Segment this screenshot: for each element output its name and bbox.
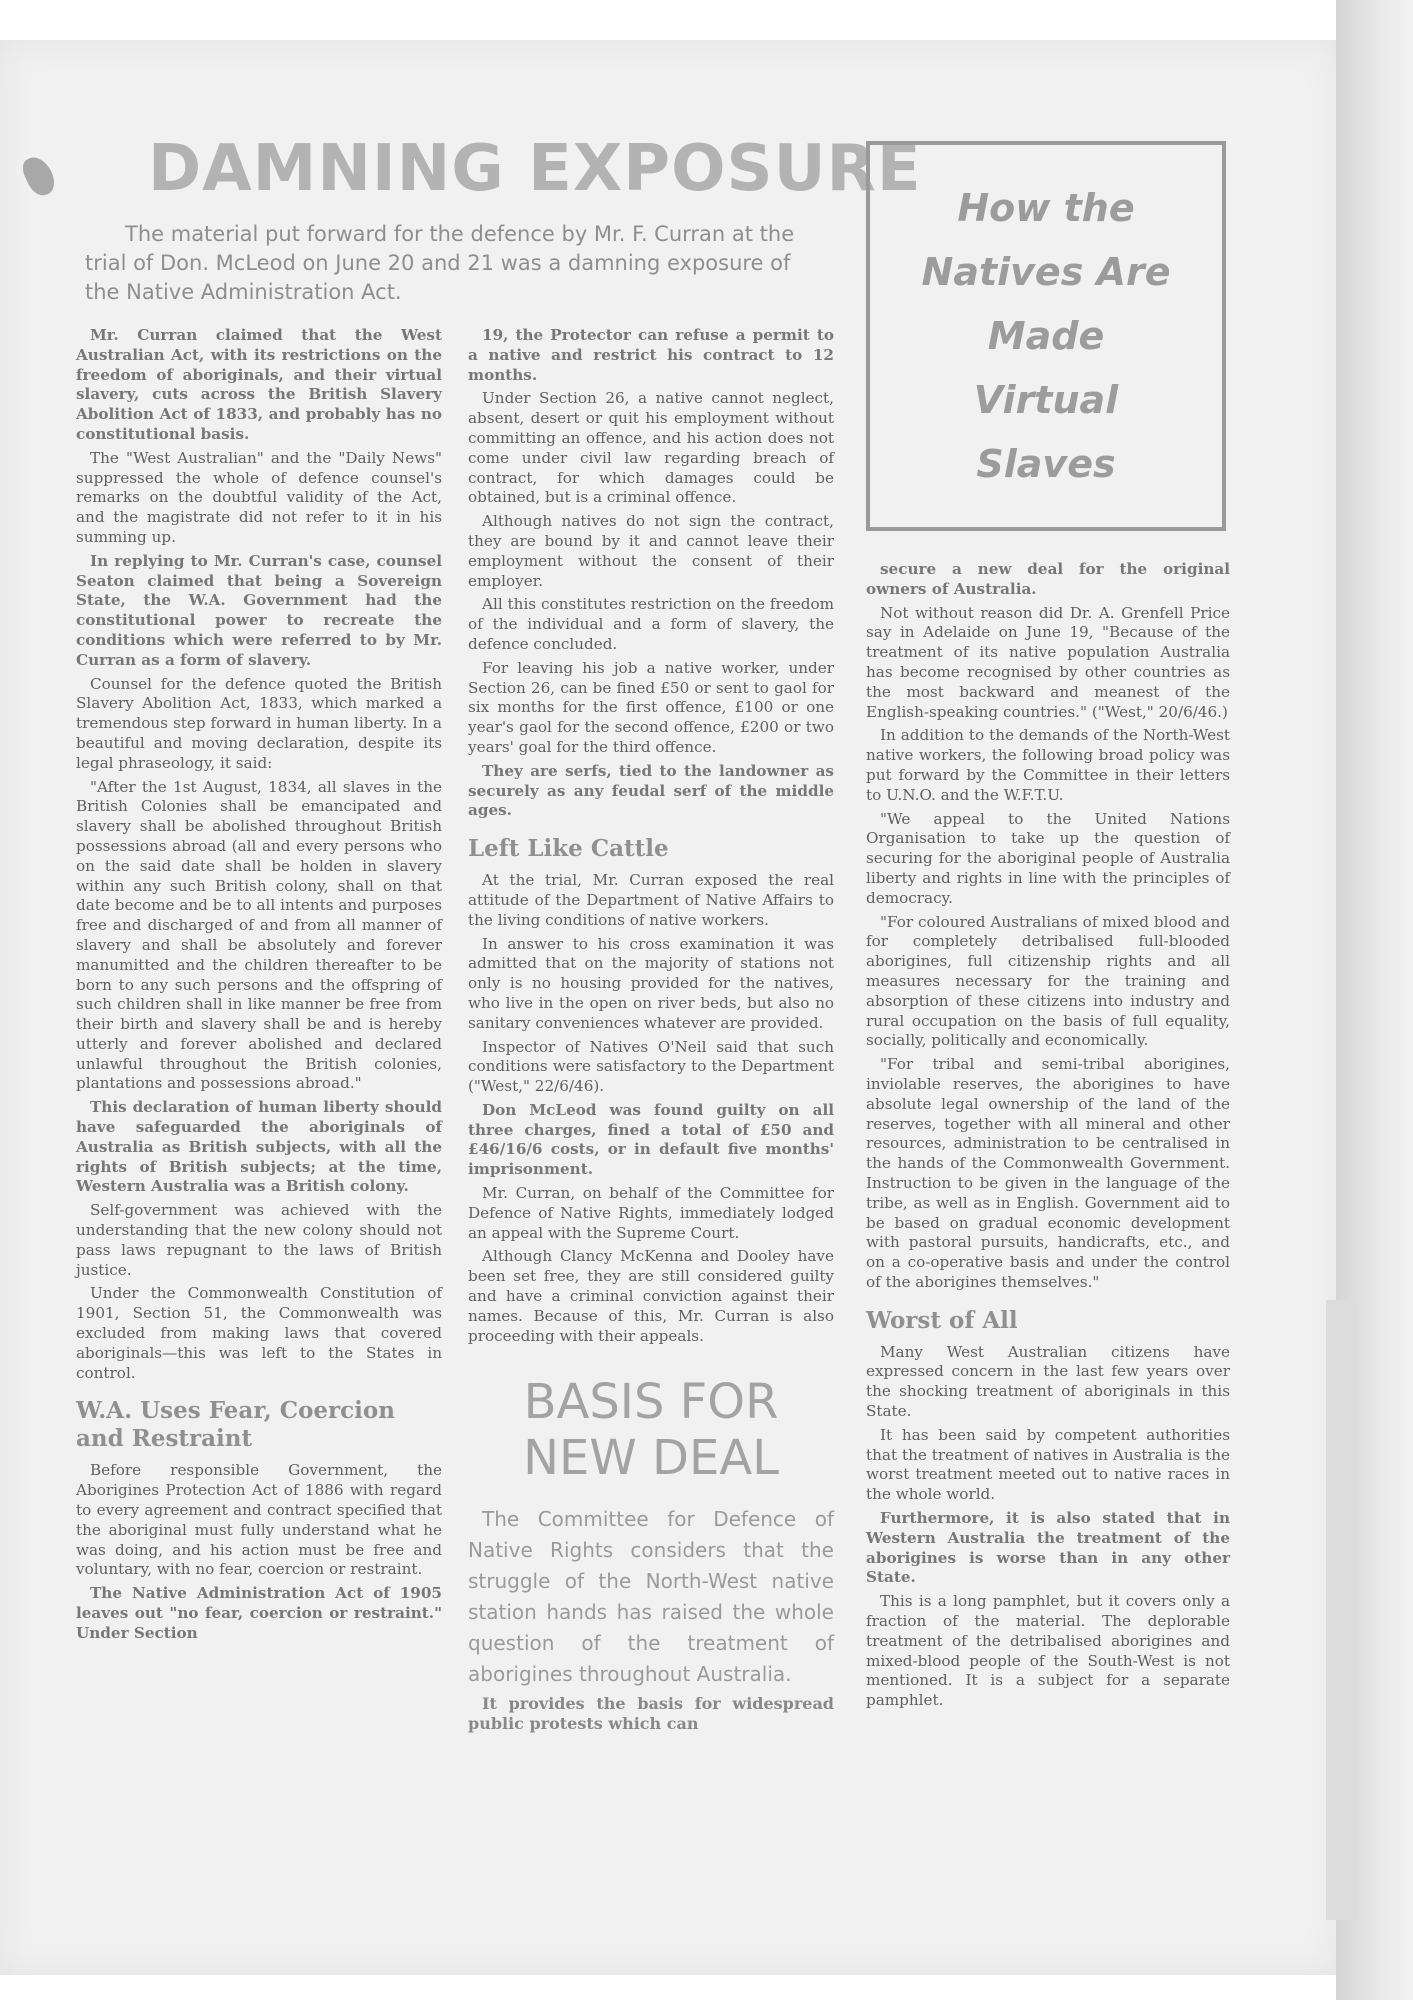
page-edge-flap	[1326, 1300, 1356, 1920]
subheading: W.A. Uses Fear, Coercion and Restraint	[76, 1397, 395, 1453]
paragraph: "For tribal and semi-tribal aborigines, inviolable reserves, the aborigines to have absolute legal ownership of the land of the reserves, together with all mineral and other resources, administration to be centralised in the hands of the Commonwealth Government. Instruction to be given in the language of the tribe, as well as in English. Government aid to be based on gradual economic development with pastoral pursuits, handicrafts, etc., and on a co-operative basis and under the control of the aborigines themselves."	[866, 1055, 1230, 1291]
boxed-headline	[866, 141, 1226, 531]
paragraph: Counsel for the defence quoted the British Slavery Abolition Act, 1833, which marked a tremendous step forward in human liberty. In a beautiful and moving declaration, despite its legal phraseology, it said:	[76, 674, 442, 772]
paragraph: "For coloured Australians of mixed blood and for completely detribalised full-blooded aborigines, full citizenship rights and all measures necessary for the training and absorption of these citizens into industry and rural occupation on the basis of full equality, socially, politically and economically.	[866, 912, 1230, 1050]
headline: DAMNING EXPOSURE	[148, 132, 922, 206]
paragraph: Many West Australian citizens have expressed concern in the last few years over the shocking treatment of aboriginals in this State.	[866, 1342, 1230, 1421]
paragraph: 19, the Protector can refuse a permit to a native and restrict his contract to 12 months.	[468, 326, 834, 384]
paragraph: Mr. Curran, on behalf of the Committee for Defence of Native Rights, immediately lodged an appeal with the Supreme Court.	[468, 1184, 834, 1242]
box-headline-text: How the Natives Are Made Virtual Slaves	[921, 186, 1171, 486]
paragraph: Before responsible Government, the Aborigines Protection Act of 1886 with regard to every agreement and contract specified that the aboriginal must fully understand what he was doing, and his action must be free and voluntary, with no fear, coercion or restraint.	[76, 1461, 442, 1579]
paragraph: Don McLeod was found guilty on all three charges, fined a total of £50 and £46/16/6 costs, or in default five months' imprisonment.	[468, 1100, 834, 1179]
paragraph: In answer to his cross examination it was admitted that on the majority of stations not only is no housing provided for the natives, who live in the open on river beds, but also no sanitary conveniences whatever are provided.	[468, 934, 834, 1032]
paragraph: Although natives do not sign the contract, they are bound by it and cannot leave their employment without the consent of their employer.	[468, 512, 834, 590]
paragraph: Mr. Curran claimed that the West Australian Act, with its restrictions on the freedom of aboriginals, and their virtual slavery, cuts across the British Slavery Abolition Act of 1833, and probably has no constitutional basis.	[76, 326, 442, 443]
paragraph: "After the 1st August, 1834, all slaves in the British Colonies shall be emancipated and slavery shall be abolished throughout British possessions abroad (all and every persons who on the said date shall be holden in slavery within any such British colony, shall on that date become and be to all intents and purposes free and discharged of and from all manner of slavery and shall be absolutely and forever manumitted and the children thereafter to be born to any such persons and the offspring of such children shall in like manner be free from their birth and slavery shall be and is hereby utterly and forever abolished and declared unlawful throughout the British colonies, plantations and possessions abroad."	[76, 777, 442, 1093]
paragraph: The Native Administration Act of 1905 leaves out "no fear, coercion or restraint." Under Section	[76, 1584, 442, 1642]
paragraph: It has been said by competent authorities that the treatment of natives in Australia is the worst treatment meeted out to native races in the whole world.	[866, 1425, 1230, 1504]
paragraph: "We appeal to the United Nations Organisation to take up the question of securing for the aboriginal people of Australia liberty and rights in line with the principles of democracy.	[866, 809, 1230, 907]
paragraph: All this constitutes restriction on the freedom of the individual and a form of slavery, the defence concluded.	[468, 595, 834, 653]
paragraph: They are serfs, tied to the landowner as securely as any feudal serf of the middle ages.	[468, 761, 834, 820]
column-2	[468, 326, 834, 1738]
paragraph: This is a long pamphlet, but it covers only a fraction of the material. The deplorable treatment of the detribalised aborigines and mixed-blood people of the South-West is not mentioned. It is a subject for a separate pamphlet.	[866, 1592, 1230, 1710]
paragraph: At the trial, Mr. Curran exposed the real attitude of the Department of Native Affairs to the living conditions of native workers.	[468, 871, 834, 929]
paragraph: The "West Australian" and the "Daily News" suppressed the whole of defence counsel's remarks on the doubtful validity of the Act, and the magistrate did not refer to it in his summing up.	[76, 448, 442, 546]
paragraph: Not without reason did Dr. A. Grenfell Price say in Adelaide on June 19, "Because of the treatment of its native population Australia has become recognised by other countries as the most backward and meanest of the English-speaking countries." ("West," 20/6/46.)	[866, 603, 1230, 721]
paragraph: Under the Commonwealth Constitution of 1901, Section 51, the Commonwealth was excluded from making laws that covered aboriginals—this was left to the States in control.	[76, 1284, 442, 1382]
paragraph: Although Clancy McKenna and Dooley have been set free, they are still considered guilty and have a criminal conviction against their names. Because of this, Mr. Curran is also proceeding with their appeals.	[468, 1247, 834, 1345]
subheading: Worst of All	[866, 1306, 1018, 1334]
paragraph: secure a new deal for the original owners of Australia.	[866, 560, 1230, 598]
basis-bold-paragraph: It provides the basis for widespread public protests which can	[468, 1694, 834, 1734]
paragraph: Under Section 26, a native cannot neglect, absent, desert or quit his employment without committing an offence, and his action does not come under civil law regarding breach of contract, for which damages could be obtained, but is a criminal offence.	[468, 389, 834, 507]
subheading: Left Like Cattle	[468, 835, 669, 863]
paragraph: Inspector of Natives O'Neil said that such conditions were satisfactory to the Department ("West," 22/6/46).	[468, 1037, 834, 1096]
basis-paragraph: The Committee for Defence of Native Rights considers that the struggle of the North-West native station hands has raised the whole question of the treatment of aborigines throughout Australia.	[468, 1507, 834, 1687]
column-3	[866, 560, 1230, 1715]
paragraph: In addition to the demands of the North-West native workers, the following broad policy was put forward by the Committee in their letters to U.N.O. and the W.F.T.U.	[866, 726, 1230, 804]
intro-paragraph: The material put forward for the defence by Mr. F. Curran at the trial of Don. McLeod on June 20 and 21 was a damning exposure of the Native Administration Act.	[85, 222, 795, 304]
paragraph: Furthermore, it is also stated that in Western Australia the treatment of the aborigines is worse than in any other State.	[866, 1509, 1230, 1587]
paragraph: In replying to Mr. Curran's case, counsel Seaton claimed that being a Sovereign State, the W.A. Government had the constitutional power to recreate the conditions which were referred to by Mr. Curran as a form of slavery.	[76, 551, 442, 669]
paragraph: This declaration of human liberty should have safeguarded the aboriginals of Australia as British subjects, with all the rights of British subjects; at the time, Western Australia was a British colony.	[76, 1098, 442, 1196]
paragraph: Self-government was achieved with the understanding that the new colony should not pass laws repugnant to the laws of British justice.	[76, 1201, 442, 1279]
basis-headline: BASIS FOR NEW DEAL	[523, 1374, 779, 1487]
column-1	[76, 326, 442, 1648]
paragraph: For leaving his job a native worker, under Section 26, can be fined £50 or sent to gaol for six months for the first offence, £100 or one year's gaol for the second offence, £200 or two years' goal for the third offence.	[468, 658, 834, 756]
